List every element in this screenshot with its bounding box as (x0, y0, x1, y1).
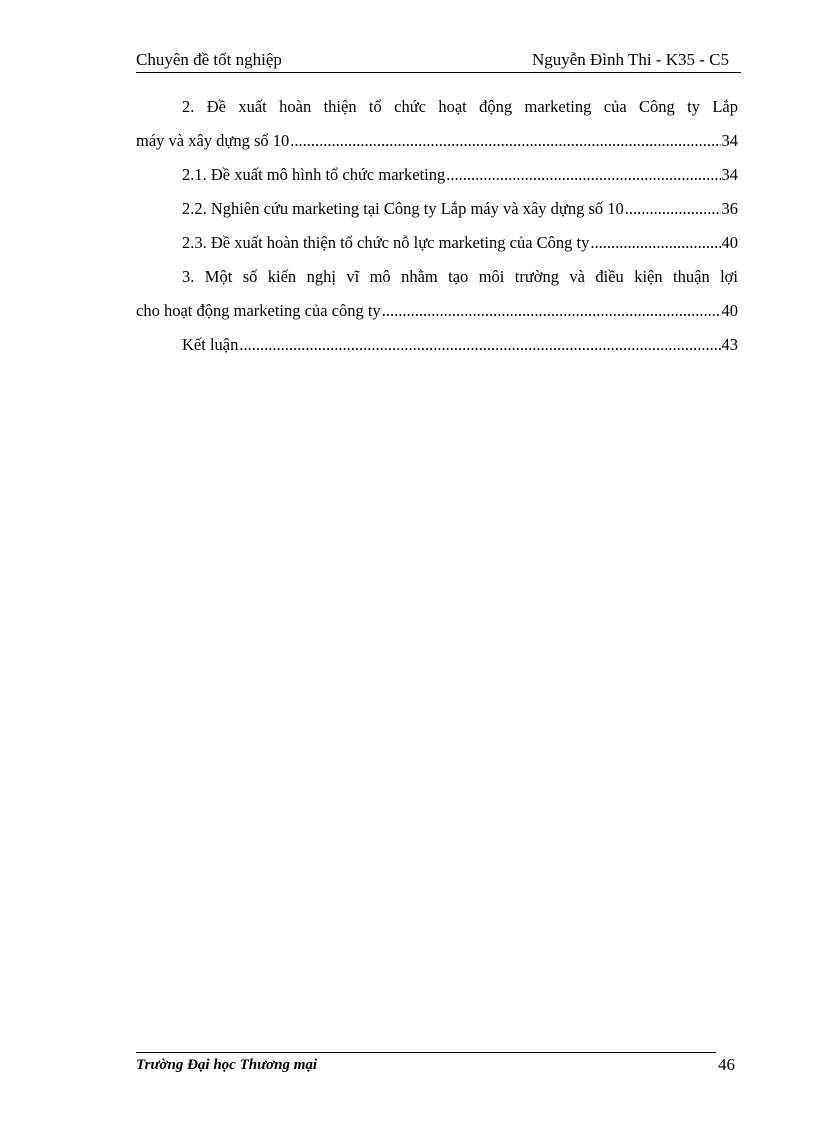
dot-leader (625, 192, 721, 226)
footer-page-number: 46 (718, 1055, 735, 1074)
dot-leader (446, 158, 720, 192)
footer-divider (136, 1052, 716, 1053)
toc-entry (136, 158, 738, 192)
toc-entry-first-line (136, 90, 738, 124)
dot-leader (239, 328, 720, 362)
toc-page-number: 34 (721, 165, 738, 184)
toc-entry (136, 226, 738, 260)
toc-entry-text: 2.3. Đề xuất hoàn thiện tổ chức nỗ lực marketing của Công ty (182, 233, 590, 252)
toc-entry-text: máy và xây dựng số 10 (136, 131, 290, 150)
dot-leader (290, 124, 720, 158)
toc-entry (136, 294, 738, 328)
toc-page-number: 43 (721, 335, 738, 354)
toc-page-number: 40 (721, 301, 738, 320)
toc-entry-text: 2.1. Đề xuất mô hình tổ chức marketing (182, 165, 446, 184)
footer-school: Trường Đại học Thương mại (136, 1057, 318, 1073)
dot-leader (590, 226, 720, 260)
toc-entry (136, 192, 738, 226)
toc-page-number: 36 (721, 199, 738, 218)
toc-entry-text: 2. Đề xuất hoàn thiện tổ chức hoạt động marketing của Công ty Lắp (182, 97, 738, 116)
toc-page-number: 40 (721, 233, 738, 252)
toc-page-number: 34 (721, 131, 738, 150)
toc-entry-first-line (136, 260, 738, 294)
dot-leader (382, 294, 721, 328)
toc-entry-text: 2.2. Nghiên cứu marketing tại Công ty Lắp máy và xây dựng số 10 (182, 199, 624, 218)
header-author: Nguyễn Đình Thi - K35 - C5 (531, 50, 729, 69)
toc-entry (136, 124, 738, 158)
toc-entry-text: Kết luận (182, 335, 239, 354)
page-header (136, 48, 741, 73)
toc-entry (136, 328, 738, 362)
table-of-contents (136, 90, 738, 362)
toc-entry-text: 3. Một số kiến nghị vĩ mô nhằm tạo môi trường và điều kiện thuận lợi (182, 267, 738, 286)
toc-entry-text: cho hoạt động marketing của công ty (136, 301, 381, 320)
header-title: Chuyên đề tốt nghiệp (136, 50, 282, 69)
